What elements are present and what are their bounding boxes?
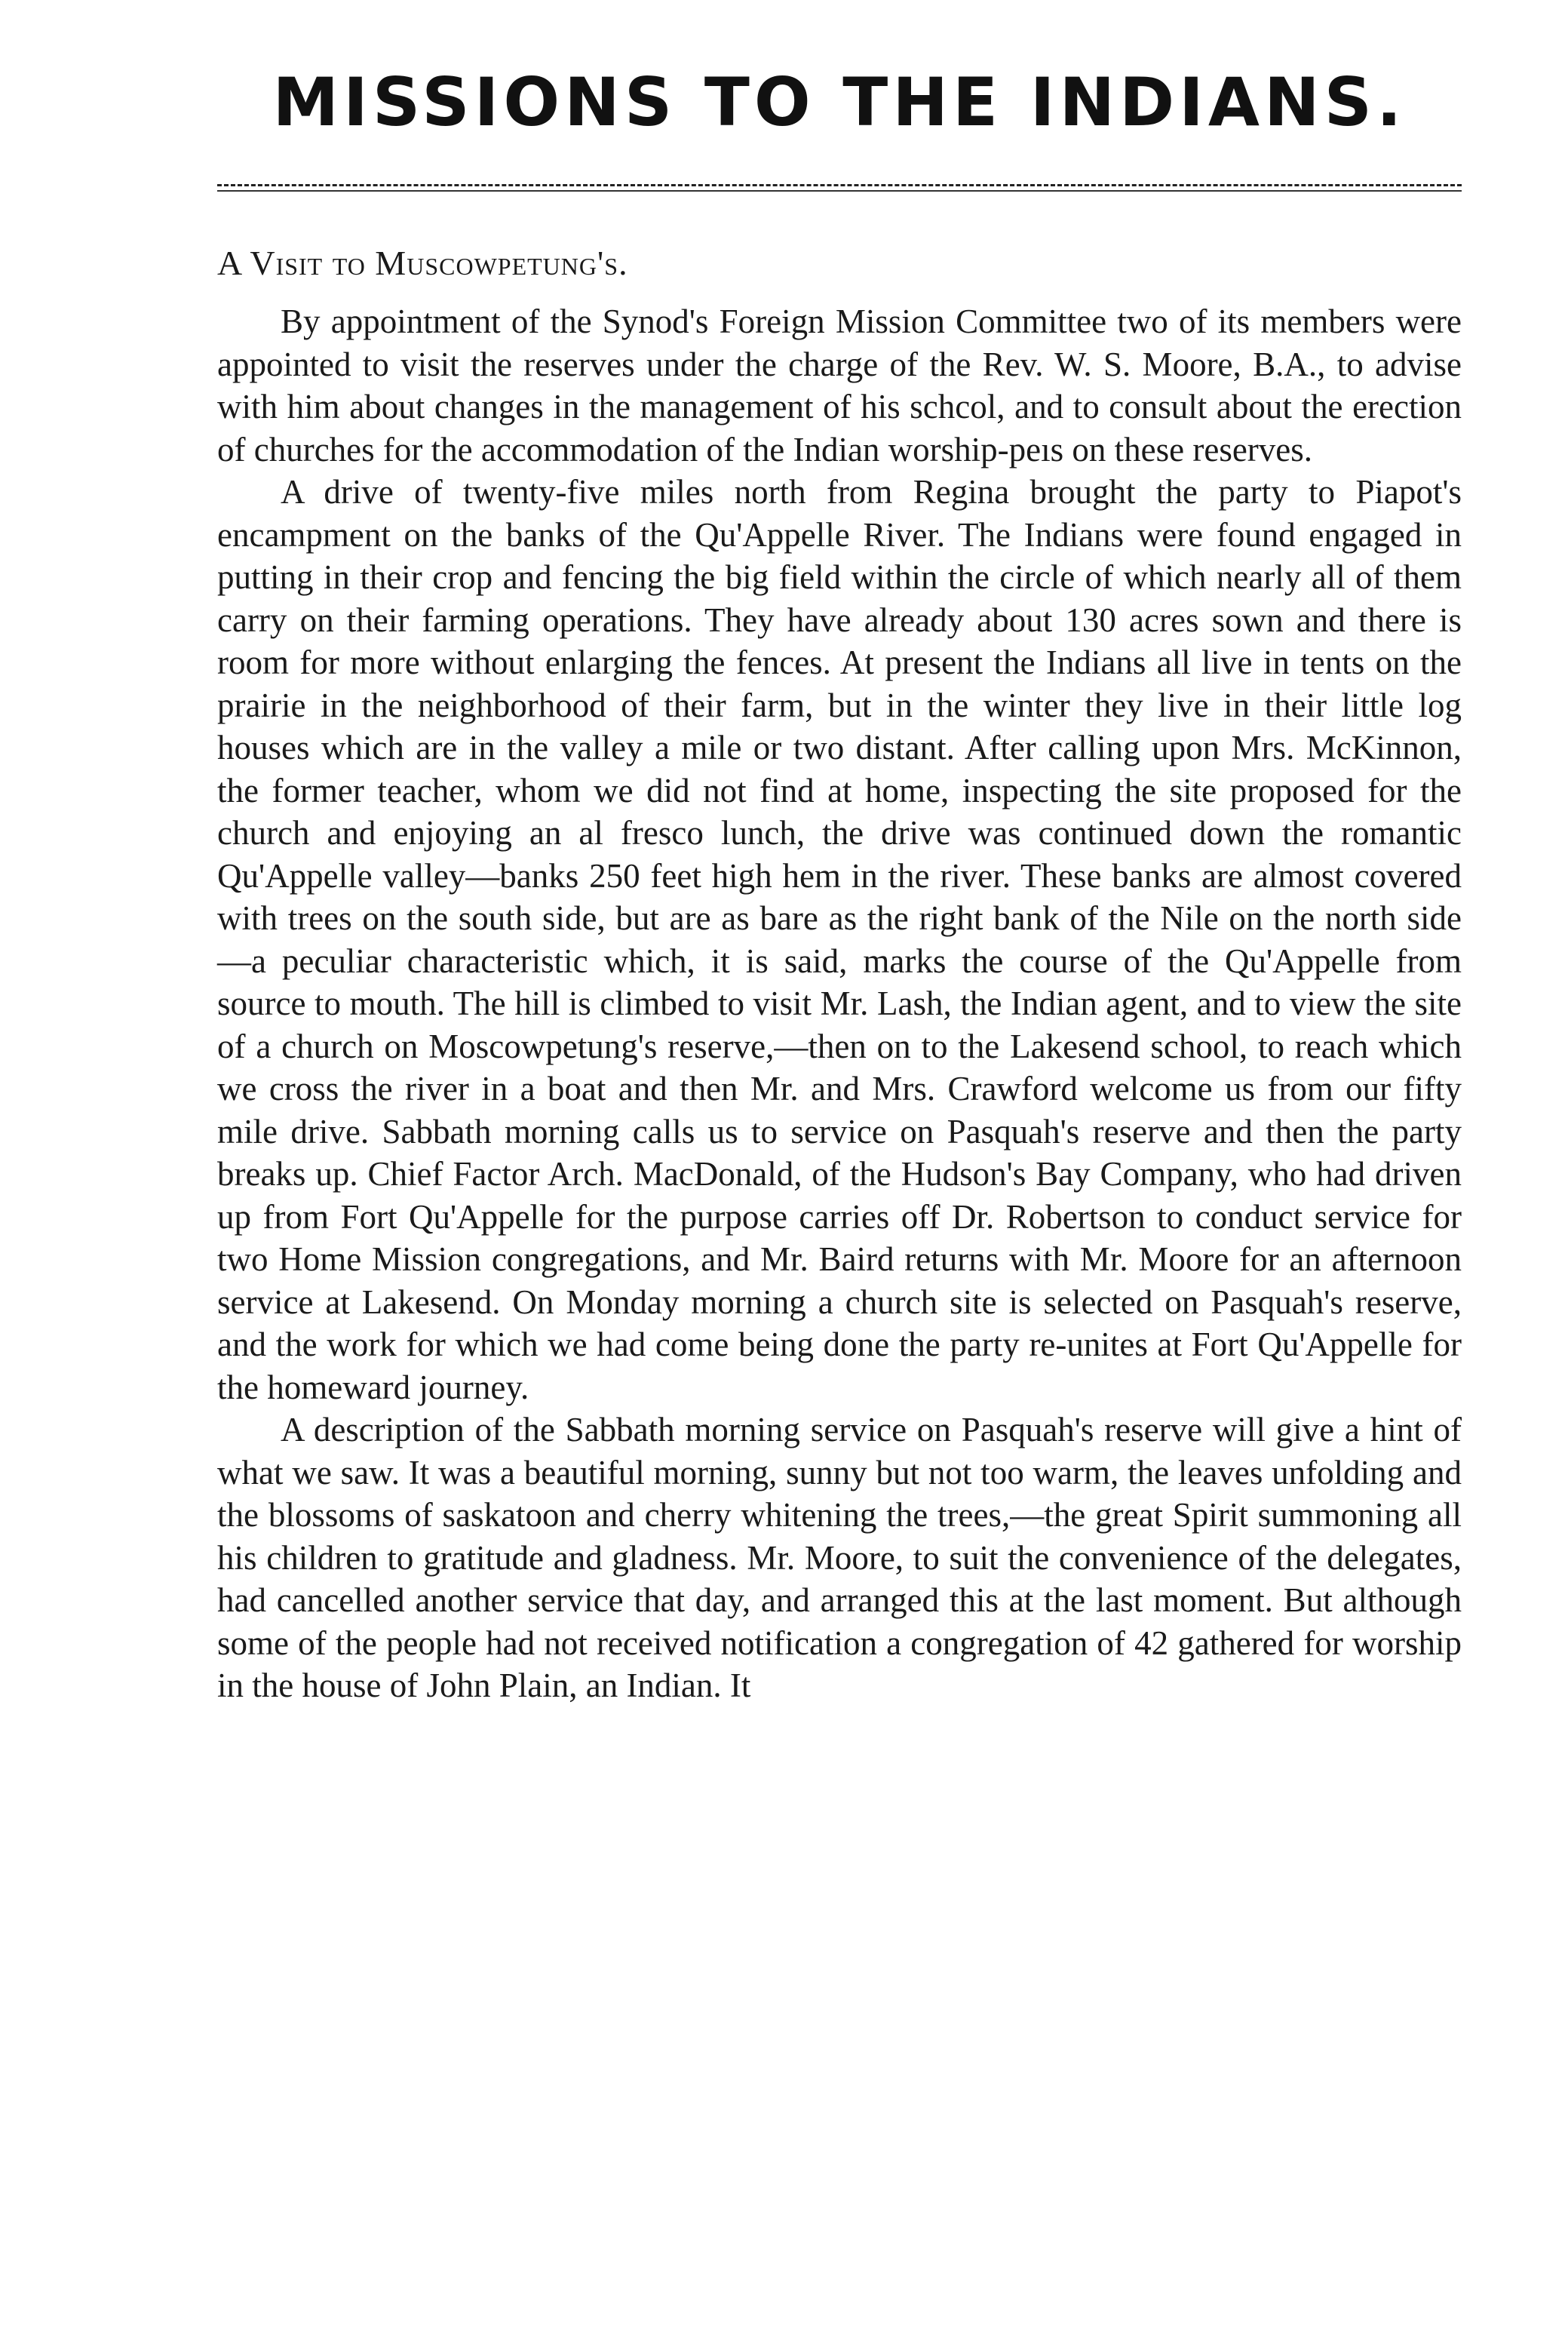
divider-solid-line — [217, 190, 1462, 192]
paragraph-2: A drive of twenty-five miles north from Regina brought the party to Piapot's encampment on the banks of the Qu'Appelle River. The Indians were found engaged in putting in their crop and fencing the big field within the circle of which nearly all of them carry on their farming operations. They have already about 130 acres sown and there is room for more without enlarging the fences. At present the Indians all live in tents on the prairie in the neighborhood of their farm, but in the winter they live in their little log houses which are in the valley a mile or two distant. After calling upon Mrs. McKinnon, the former teacher, whom we did not find at home, inspecting the site proposed for the church and enjoying an al fresco lunch, the drive was continued down the romantic Qu'Appelle valley—banks 250 feet high hem in the river. These banks are almost covered with trees on the south side, but are as bare as the right bank of the Nile on the north side —a peculiar characteristic which, it is said, marks the course of the Qu'Appelle from source to mouth. The hill is climbed to visit Mr. Lash, the Indian agent, and to view the site of a church on Moscowpetung's reserve,—then on to the Lakesend school, to reach which we cross the river in a boat and then Mr. and Mrs. Crawford welcome us from our fifty mile drive. Sabbath morning calls us to service on Pasquah's reserve and then the party breaks up. Chief Factor Arch. MacDonald, of the Hudson's Bay Company, who had driven up from Fort Qu'Appelle for the purpose carries off Dr. Robertson to conduct service for two Home Mission congregations, and Mr. Baird returns with Mr. Moore for an afternoon service at Lakesend. On Monday morning a church site is selected on Pasquah's reserve, and the work for which we had come being done the party re-unites at Fort Qu'Appelle for the homeward journey. — [217, 473, 1462, 1406]
article-subheading: A Visit to Muscowpetung's. — [217, 244, 628, 282]
title-divider — [217, 184, 1462, 193]
page-title: MISSIONS TO THE INDIANS. — [272, 63, 1407, 141]
paragraph-3: A description of the Sabbath morning service on Pasquah's reserve will give a hint of what we saw. It was a beautiful morning, sunny but not too warm, the leaves unfolding and the blossoms of saskatoon and cherry whitening the trees,—the great Spirit summoning all his children to gratitude and gladness. Mr. Moore, to suit the convenience of the delegates, had cancelled another service that day, and arranged this at the last moment. But although some of the people had not received notification a congregation of 42 gathered for worship in the house of John Plain, an Indian. It — [217, 1411, 1462, 1704]
paragraph-1: By appointment of the Synod's Foreign Mission Committee two of its members were appointed to visit the reserves under the charge of the Rev. W. S. Moore, B.A., to advise with him about changes in the management of his schcol, and to consult about the erection of churches for the accommodation of the Indian worship-peıs on these reserves. — [217, 303, 1462, 468]
divider-dashed-line — [217, 184, 1462, 186]
article-body — [217, 300, 1462, 1707]
